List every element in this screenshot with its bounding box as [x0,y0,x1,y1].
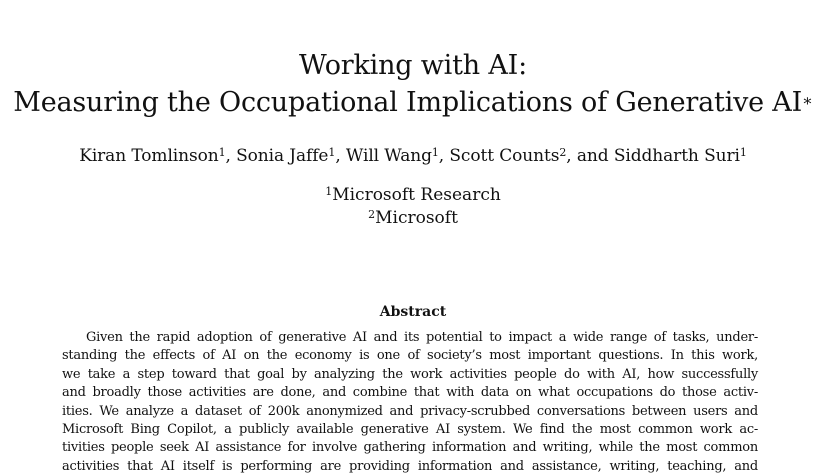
author-separator: , [225,146,237,166]
author-name: Will Wang [345,146,432,166]
author-separator: , [438,146,450,166]
affiliation-1-name: Microsoft Research [332,185,501,205]
author-name: Sonia Jaffe [236,146,329,166]
abstract-line: Given the rapid adoption of generative AI and its potential to impact a wide range of tasks, under- [86,330,758,345]
title-line-1-text: Working with AI: [299,50,527,81]
affiliation-1 [0,184,826,206]
abstract-line: we take a step toward that goal by analyzing the work activities people do with AI, how successfully [62,366,758,382]
abstract-line: ities. We analyze a dataset of 200k anonymized and privacy-scrubbed conversations between users and [62,403,758,419]
abstract-line: activities that AI itself is performing are providing information and assistance, writing, teaching, and [62,458,758,474]
abstract-body [62,329,758,476]
abstract-line: tivities people seek AI assistance for involve gathering information and writing, while the most common [62,440,758,456]
author-name: Kiran Tomlinson [79,146,219,166]
author-separator: , and [566,146,614,166]
paper-title-line-1 [0,50,826,82]
affiliation-1-mark: 1 [325,185,333,198]
author-affiliation-mark: 2 [559,146,567,159]
paper-title-line-2 [0,87,826,119]
author-list [0,144,826,168]
abstract-line: and broadly those activities are done, and combine that with data on what occupations do those activ- [62,385,758,401]
author-affiliation-mark: 1 [431,146,439,159]
abstract-line: standing the effects of AI on the economy is one of society’s most important questions. In this work, [62,348,758,364]
author-name: Scott Counts [449,146,560,166]
title-footnote-mark: ∗ [802,91,813,110]
affiliation-2 [0,207,826,229]
author [79,146,236,166]
author [236,146,346,166]
title-line-2-text: Measuring the Occupational Implications of Generative AI [13,87,803,118]
affiliation-2-name: Microsoft [375,208,458,228]
author-name: Siddharth Suri [613,146,740,166]
abstract-heading: Abstract [379,304,447,320]
author [449,146,613,166]
author-affiliation-mark: 1 [328,146,336,159]
author [346,146,449,166]
author-affiliation-mark: 1 [218,146,226,159]
abstract-line: Microsoft Bing Copilot, a publicly available generative AI system. We find the most common work ac- [62,421,758,437]
author-affiliation-mark: 1 [739,146,747,159]
author [614,146,747,166]
author-separator: , [335,146,346,166]
affiliation-2-mark: 2 [368,208,376,221]
